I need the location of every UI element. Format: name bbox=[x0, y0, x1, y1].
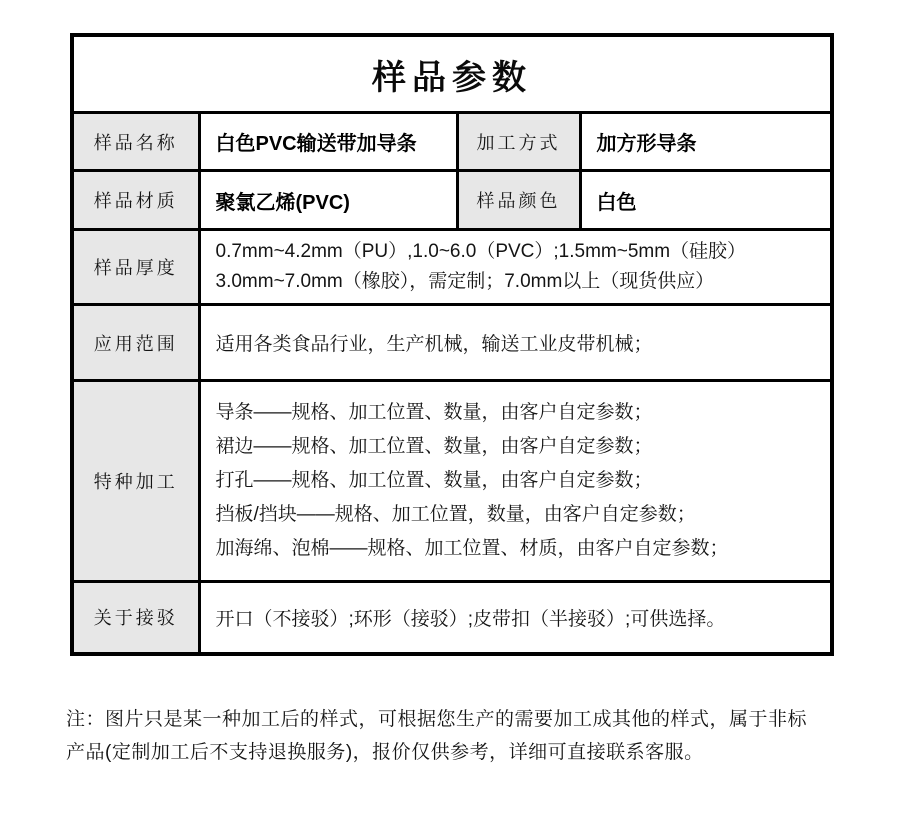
row-sample-material bbox=[72, 171, 832, 230]
footnote bbox=[66, 703, 846, 769]
application-range-label: 应用范围 bbox=[72, 305, 199, 381]
row-joint-info bbox=[72, 582, 832, 654]
row-sample-thickness bbox=[72, 230, 832, 305]
sample-material-value: 聚氯乙烯(PVC) bbox=[199, 171, 457, 230]
footnote-line-2: 产品(定制加工后不支持退换服务)，报价仅供参考，详细可直接联系客服。 bbox=[66, 742, 704, 763]
thickness-line-2: 3.0mm~7.0mm（橡胶），需定制；7.0mm以上（现货供应） bbox=[215, 271, 715, 292]
sample-name-value: 白色PVC输送带加导条 bbox=[199, 113, 457, 171]
sample-color-label: 样品颜色 bbox=[457, 171, 580, 230]
sample-name-label: 样品名称 bbox=[72, 113, 199, 171]
processing-method-value: 加方形导条 bbox=[580, 113, 832, 171]
special-processing-line-1: 导条——规格、加工位置、数量，由客户自定参数； bbox=[215, 402, 653, 423]
special-processing-line-5: 加海绵、泡棉——规格、加工位置、材质，由客户自定参数； bbox=[215, 538, 729, 559]
special-processing-value bbox=[199, 381, 832, 582]
processing-method-label: 加工方式 bbox=[457, 113, 580, 171]
row-special-processing bbox=[72, 381, 832, 582]
sample-thickness-value bbox=[199, 230, 832, 305]
sample-thickness-label: 样品厚度 bbox=[72, 230, 199, 305]
title-row bbox=[72, 35, 832, 113]
special-processing-label: 特种加工 bbox=[72, 381, 199, 582]
row-sample-name bbox=[72, 113, 832, 171]
special-processing-line-4: 挡板/挡块——规格、加工位置，数量，由客户自定参数； bbox=[215, 504, 696, 525]
special-processing-line-3: 打孔——规格、加工位置、数量，由客户自定参数； bbox=[215, 470, 653, 491]
joint-info-value: 开口（不接驳）;环形（接驳）;皮带扣（半接驳）;可供选择。 bbox=[199, 582, 832, 654]
joint-info-label: 关于接驳 bbox=[72, 582, 199, 654]
footnote-line-1: 注：图片只是某一种加工后的样式，可根据您生产的需要加工成其他的样式，属于非标 bbox=[66, 709, 808, 730]
sample-material-label: 样品材质 bbox=[72, 171, 199, 230]
page-title: 样品参数 bbox=[72, 35, 832, 113]
thickness-line-1: 0.7mm~4.2mm（PU）,1.0~6.0（PVC）;1.5mm~5mm（硅胶） bbox=[215, 241, 747, 262]
sample-parameters-table bbox=[70, 33, 834, 656]
application-range-value: 适用各类食品行业，生产机械，输送工业皮带机械； bbox=[199, 305, 832, 381]
sample-color-value: 白色 bbox=[580, 171, 832, 230]
special-processing-line-2: 裙边——规格、加工位置、数量，由客户自定参数； bbox=[215, 436, 653, 457]
row-application-range bbox=[72, 305, 832, 381]
